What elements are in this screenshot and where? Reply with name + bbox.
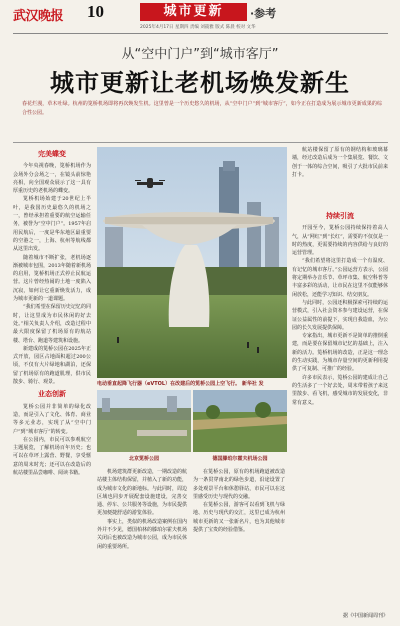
body-paragraph: 今年央视春晚，笕桥机场作为会场外分会场之一，在镜头前惊艳亮相，向全国观众展示了这一具有厚重历史的老机场的蝶变。 [13, 163, 91, 195]
masthead [0, 0, 400, 32]
body-paragraph: 在公园内，市民可以参观航空主题展览，了解机场百年历史；也可以在草坪上露营、野餐，享受惬意的周末时光；还可以在改造后的航站楼里品尝咖啡、阅读书籍。 [13, 436, 91, 476]
column-left [13, 146, 91, 616]
body-paragraph: “我们希望在保留历史记忆的同时，让这里成为市民休闲的好去处。”相关负责人介绍，改造过程中最大限度保留了机场原有的航站楼、塔台、跑道等建筑和设施。 [13, 304, 91, 344]
body-paragraph: 事实上，类似的机场改造案例在国内外并不少见，德国柏林的滕珀尔霍夫机场关闭后也被改造为城市公园，成为市民休闲的重要场所。 [97, 518, 187, 550]
body-paragraph: “我们希望将这里打造成一个有温度、有记忆的城市客厅。”公园运营方表示，公园将定期举办音乐节、草坪市集、航空科普等丰富多彩的活动，让市民在这里不仅能够休闲放松，还能学习知识、结交朋友。 [292, 258, 388, 298]
section-subtitle: ·参考 [250, 7, 277, 20]
airport-park-photo [97, 147, 287, 378]
body-paragraph: 机场建筑群更新改造，一期改造的航站楼主体结构保留，并植入了新的功能，成为城市文化的新地标。与此同时，周边区域也同步开展配套设施建设，完善交通、停车、公共服务等设施，为市民提供更加便捷舒适的游览体验。 [97, 469, 187, 517]
section-subhead: 业态创新 [38, 390, 66, 399]
article-headline: 城市更新让老机场焕发新生 [50, 69, 350, 97]
column-mid-2 [193, 468, 285, 618]
section-subhead: 持续引流 [326, 212, 354, 220]
body-paragraph: 新建成的笕桥公园在2025年正式开放，园区占地面积超过200公顷，不仅有大片绿地和湖泊，还保留了机场原有的跑道肌理，供市民散步、骑行、观景。 [13, 345, 91, 386]
right-photo-caption: 德国滕珀尔霍夫机场公园 [212, 456, 268, 462]
lead-rule [13, 142, 388, 143]
body-paragraph: 随着城市不断扩张，老机场逐渐被城市包围，2013年随着新机场的启用，笕桥机场正式停止民航运营。这片曾经热闹的土地一度陷入沉寂，如何让它重新焕发活力，成为城市更新的一道课题。 [13, 254, 91, 303]
column-mid-1 [97, 468, 187, 618]
column-right-bottom [292, 208, 388, 608]
masthead-rule [13, 33, 388, 34]
body-paragraph: 笕桥公园并非简单的绿化改造，而是引入了文化、体育、商业等多元业态，实现了从“空中门户”到“城市客厅”的转变。 [13, 403, 91, 435]
body-paragraph: 笕桥机场始建于20世纪上半叶，是我国历史最悠久的机场之一，曾经承担着重要的航空运输任务，被誉为“空中门户”。1957年启用民航后，一度是华东地区最重要的空港之一，上海、杭州等航线都从这里出发。 [13, 196, 91, 253]
body-paragraph: 许多市民表示，笕桥公园的建成让自己的生活多了一个好去处，周末带着孩子来这里散步、看飞机，感受城市的发展变化，非常有意义。 [292, 374, 388, 406]
left-photo [97, 390, 191, 452]
tempelhof-park-photo [193, 390, 287, 452]
source-credit: 据《中国新闻周刊》 [342, 613, 388, 619]
body-paragraph: 开园至今，笕桥公园持续保持着高人气，从“网红”到“长红”，需要的不仅仅是一时的热度，更需要持续的内容供给与良好的运营管理。 [292, 225, 388, 257]
body-paragraph: 专家指出，城市更新不是简单的推倒重建，而是要在保留城市记忆的基础上，注入新的活力。笕桥机场的改造，正是这一理念的生动实践，为城市存量空间的更新利用提供了可复制、可推广的经验。 [292, 333, 388, 373]
article-kicker: 从“空中门户”到“城市客厅” [121, 47, 279, 62]
left-photo-caption: 北京笕桥公园 [128, 456, 159, 462]
main-photo [97, 147, 287, 378]
main-photo-caption: 电动垂直起降飞行器（eVTOL）在改建后的笕桥公园上空飞行。 新华社 发 [97, 381, 264, 387]
article-lead: 春花烂漫，草木吐绿。杭州的笕桥机场即将再次焕发生机。这里曾是一个历史悠久的机场，从“空中门户”到“城市客厅”，如今正在打造成为展示城市更新成果的综合性公园。 [22, 101, 382, 116]
runway-park-photo [97, 390, 191, 452]
right-photo [193, 390, 287, 452]
section-title: 城市更新 [140, 3, 247, 21]
section-subhead: 完美蝶变 [38, 150, 66, 158]
body-paragraph: 在笕桥公园，原有的机场跑道被改造为一条贯穿南北的绿色步道，沿途设置了多处观景平台和休憩驿站，市民可以在这里感受历史与现代的交融。 [193, 469, 285, 500]
body-paragraph: 与此同时，公园还积极探索可持续的运营模式，引入社会资本参与建设运营，在保证公益属性的前提下，实现自我造血，为公园的长久发展提供保障。 [292, 299, 388, 331]
newspaper-logo: 武汉晚报 [13, 9, 64, 24]
body-paragraph: 航站楼保留了原有的钢结构和玻璃幕墙，经过改造后成为一个集展览、餐饮、文创于一体的综合空间，吸引了大批市民前来打卡。 [292, 147, 388, 178]
dateline: 2025年4月17日 星期四 责编 刘筱雅 版式 陈晨 校对 文华 [140, 25, 256, 30]
body-paragraph: 在笕桥公园，游客可以看到飞机与绿地、历史与现代的交汇，这里已成为杭州城市更新的又一张新名片，也为其他城市提供了宝贵的经验借鉴。 [193, 502, 285, 534]
column-right-top [292, 146, 388, 208]
page-number: 10 [87, 2, 104, 21]
